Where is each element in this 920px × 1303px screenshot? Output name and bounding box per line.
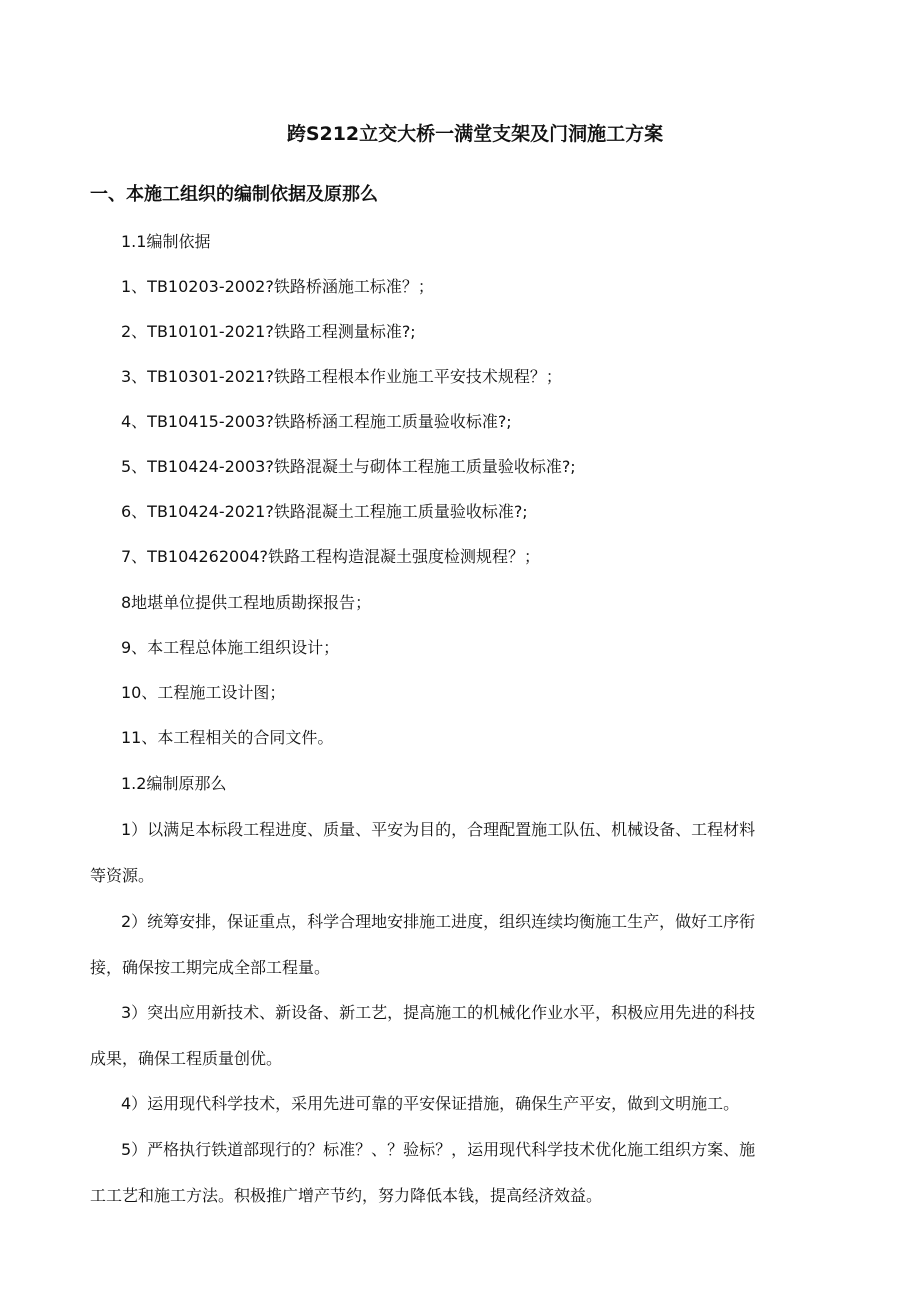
basis-item: 9、本工程总体施工组织设计； bbox=[121, 638, 340, 657]
principle-line: 工工艺和施工方法。积极推广增产节约，努力降低本钱，提高经济效益。 bbox=[90, 1186, 603, 1205]
basis-item: 1、TB10203-2002?铁路桥涵施工标准？； bbox=[121, 277, 434, 296]
principle-line: 等资源。 bbox=[90, 866, 155, 885]
principle-line: 5）严格执行铁道部现行的？标准？、？验标？，运用现代科学技术优化施工组织方案、施 bbox=[121, 1140, 756, 1159]
section-heading: 一、本施工组织的编制依据及原那么 bbox=[90, 184, 378, 205]
principle-line: 成果，确保工程质量创优。 bbox=[90, 1049, 283, 1068]
principle-line: 接，确保按工期完成全部工程量。 bbox=[90, 958, 331, 977]
basis-item: 2、TB10101-2021?铁路工程测量标准?; bbox=[121, 322, 416, 341]
basis-item: 8地堪单位提供工程地质勘探报告； bbox=[121, 593, 372, 612]
basis-item: 4、TB10415-2003?铁路桥涵工程施工质量验收标准?; bbox=[121, 412, 512, 431]
principle-line: 1）以满足本标段工程进度、质量、平安为目的，合理配置施工队伍、机械设备、工程材料 bbox=[121, 820, 756, 839]
basis-item: 3、TB10301-2021?铁路工程根本作业施工平安技术规程？； bbox=[121, 367, 562, 386]
basis-item: 6、TB10424-2021?铁路混凝土工程施工质量验收标准?; bbox=[121, 502, 528, 521]
basis-item: 5、TB10424-2003?铁路混凝土与砌体工程施工质量验收标准?; bbox=[121, 457, 576, 476]
principle-line: 2）统筹安排，保证重点，科学合理地安排施工进度，组织连续均衡施工生产，做好工序衔 bbox=[121, 912, 756, 931]
basis-item: 11、本工程相关的合同文件。 bbox=[121, 728, 334, 747]
subsection-heading: 1.2编制原那么 bbox=[121, 774, 227, 793]
basis-item: 7、TB104262004?铁路工程构造混凝土强度检测规程？； bbox=[121, 547, 541, 566]
principle-line: 3）突出应用新技术、新设备、新工艺，提高施工的机械化作业水平，积极应用先进的科技 bbox=[121, 1003, 756, 1022]
basis-item: 10、工程施工设计图； bbox=[121, 683, 286, 702]
document-title: 跨S212立交大桥一满堂支架及门洞施工方案 bbox=[286, 123, 664, 145]
subsection-heading: 1.1编制依据 bbox=[121, 232, 211, 251]
principle-line: 4）运用现代科学技术，采用先进可靠的平安保证措施，确保生产平安，做到文明施工。 bbox=[121, 1094, 740, 1113]
